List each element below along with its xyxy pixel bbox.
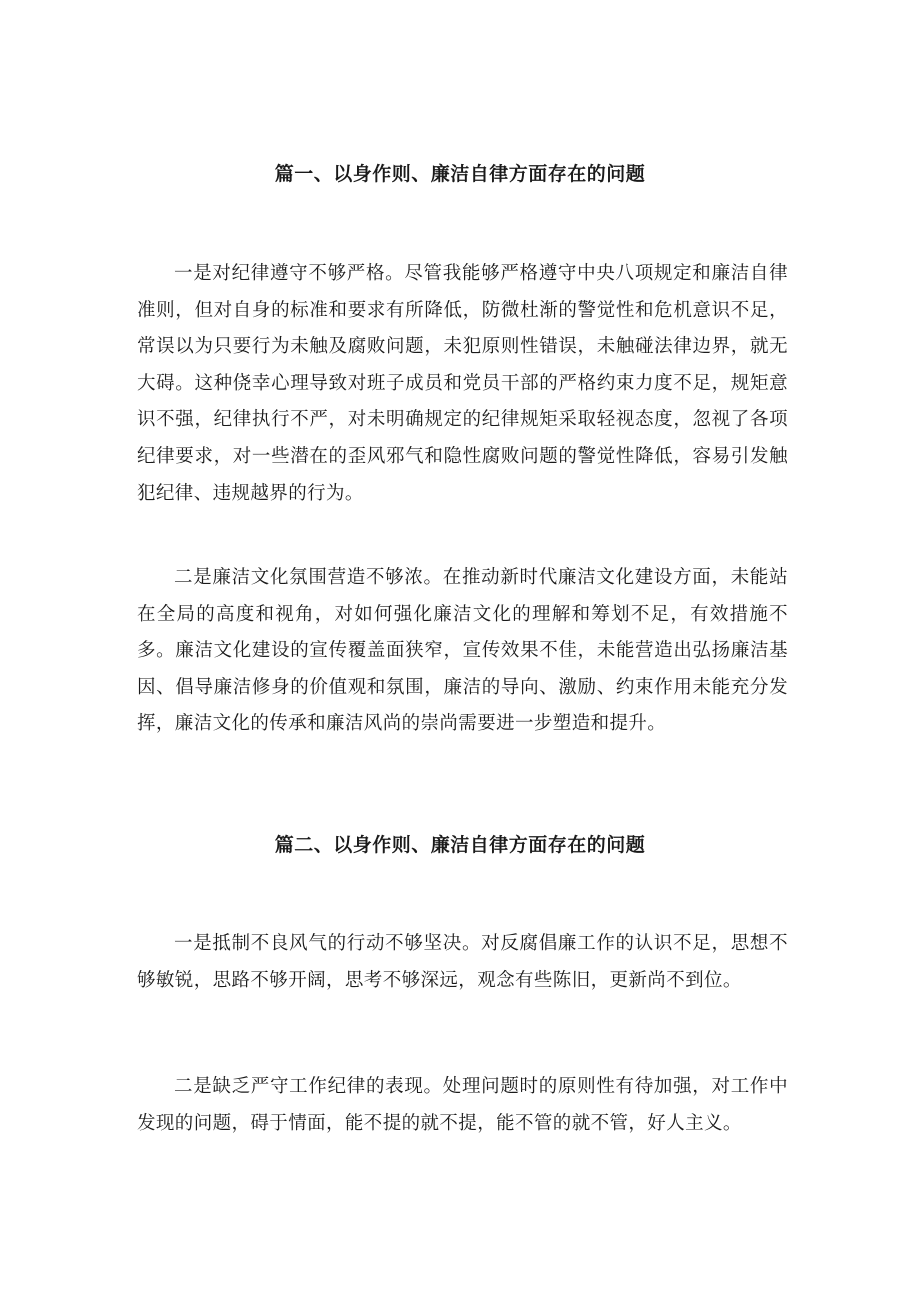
section-1-paragraph-2: 二是廉洁文化氛围营造不够浓。在推动新时代廉洁文化建设方面，未能站在全局的高度和视角，对如何强化廉洁文化的理解和筹划不足，有效措施不多。廉洁文化建设的宣传覆盖面狭窄，宣传效果不佳，未能营造出弘扬廉洁基因、倡导廉洁修身的价值观和氛围，廉洁的导向、激励、约束作用未能充分发挥，廉洁文化的传承和廉洁风尚的崇尚需要进一步塑造和提升。 (137, 567, 788, 735)
section-2-heading: 篇二、以身作则、廉洁自律方面存在的问题 (274, 834, 646, 856)
section-1-paragraph-1: 一是对纪律遵守不够严格。尽管我能够严格遵守中央八项规定和廉洁自律准则，但对自身的标准和要求有所降低，防微杜渐的警觉性和危机意识不足，常误以为只要行为未触及腐败问题，未犯原则性错误，未触碰法律边界，就无大碍。这种侥幸心理导致对班子成员和党员干部的严格约束力度不足，规矩意识不强，纪律执行不严，对未明确规定的纪律规矩采取轻视态度，忽视了各项纪律要求，对一些潜在的歪风邪气和隐性腐败问题的警觉性降低，容易引发触犯纪律、违规越界的行为。 (137, 263, 788, 504)
section-2-paragraph-1: 一是抵制不良风气的行动不够坚决。对反腐倡廉工作的认识不足，思想不够敏锐，思路不够开阔，思考不够深远，观念有些陈旧，更新尚不到位。 (137, 933, 788, 991)
section-1-heading: 篇一、以身作则、廉洁自律方面存在的问题 (274, 163, 646, 185)
section-2-paragraph-2: 二是缺乏严守工作纪律的表现。处理问题时的原则性有待加强，对工作中发现的问题，碍于情面，能不提的就不提，能不管的就不管，好人主义。 (137, 1076, 788, 1134)
